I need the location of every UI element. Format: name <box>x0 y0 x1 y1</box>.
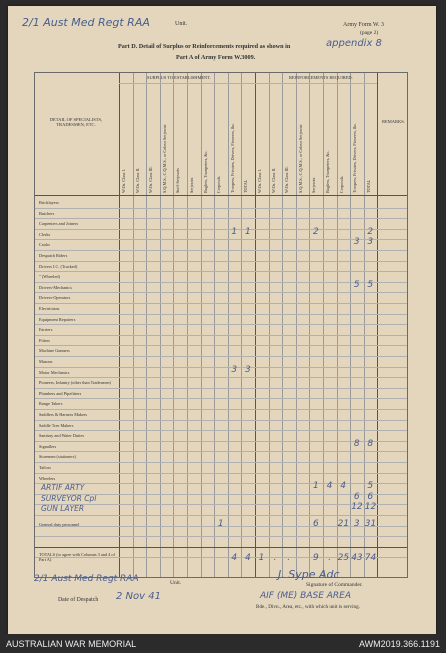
form-page: (page 2) <box>360 30 379 36</box>
remarks-header: REMARKS. <box>382 119 405 124</box>
table-row-label: ARTIF ARTY <box>41 483 85 493</box>
table-row-label: Signallers <box>39 443 57 449</box>
table-row-line <box>35 229 407 230</box>
unit-handwritten: 2/1 Aust Med Regt RAA <box>22 16 150 29</box>
handwritten-entry: 25 <box>337 553 350 563</box>
handwritten-entry: 2 <box>313 226 319 237</box>
table-row-line <box>35 250 407 251</box>
general-duty-label: General duty personnel <box>39 522 80 527</box>
table-row-line <box>35 409 407 410</box>
table-row-label: Range Takers <box>39 401 63 407</box>
surplus-reinforcement-table <box>34 72 408 578</box>
column-header: W.Os. Class II. <box>134 167 140 193</box>
handwritten-entry: 6 <box>313 519 319 529</box>
table-row-line <box>35 483 407 484</box>
table-row-line <box>35 462 407 463</box>
table-row-line <box>35 377 407 378</box>
handwritten-entry: 8 <box>353 438 360 449</box>
caption-bar <box>0 634 446 653</box>
table-row-label: Despatch Riders <box>39 253 68 258</box>
table-row-line <box>35 271 407 272</box>
grid-header-line <box>35 195 407 196</box>
handwritten-entry: 12 <box>364 502 377 513</box>
signature-handwritten: J. Sype Adc <box>278 568 340 581</box>
handwritten-entry: 1 <box>258 553 265 563</box>
table-row-label: Clerks <box>39 231 51 237</box>
table-row-label: Drivers-Mechanics <box>39 284 72 290</box>
table-row-line <box>35 335 407 336</box>
table-row-label: SURVEYOR Cpl <box>41 493 97 503</box>
table-row-line <box>35 536 407 537</box>
form-title: Army Form W. 3 <box>343 22 385 28</box>
reinforcements-header: REINFORCEMENTS REQUIRED. <box>289 75 353 80</box>
formation-handwritten: AIF (ME) BASE AREA <box>260 591 352 601</box>
table-row-label: Equipment Repairers <box>39 316 76 322</box>
table-row-label: Masons <box>39 359 53 364</box>
handwritten-entry: 1 <box>217 519 224 529</box>
totals-label: TOTALS (to agree with Columns 3 and 4 of Part A) <box>39 552 115 562</box>
document-sheet <box>8 6 436 634</box>
handwritten-entry: 6 <box>353 491 360 502</box>
column-header: W.Os. Class II. <box>270 167 276 193</box>
handwritten-entry: 12 <box>351 502 363 513</box>
handwritten-entry: 5 <box>353 279 360 290</box>
table-row-line <box>35 324 407 325</box>
table-row-line <box>35 261 407 262</box>
column-header: Corporals <box>216 176 222 193</box>
handwritten-entry: 74 <box>364 553 377 563</box>
table-row-line <box>35 420 407 421</box>
handwritten-entry: 5 <box>367 279 374 290</box>
table-row-label: Fitters <box>39 337 50 343</box>
table-row-line <box>35 388 407 389</box>
date-value: 2 Nov 41 <box>116 591 161 602</box>
formation-label: Bde., Divn., Area, etc., with which unit is serving. <box>256 604 361 610</box>
table-row-line <box>35 345 407 346</box>
handwritten-entry: 1 <box>313 481 319 492</box>
handwritten-entry: . <box>273 553 277 563</box>
unit-label: Unit. <box>175 21 188 27</box>
table-row-line <box>35 314 407 315</box>
handwritten-entry: 2 <box>367 226 374 237</box>
column-header: Troopers, Privates, Drivers, Pioneers, &c. <box>352 123 358 193</box>
column-header: S.Q.M.S., C.Q.M.S., or Colour Serjeants <box>297 124 303 193</box>
handwritten-entry: 3 <box>231 364 238 375</box>
table-row-label: Tailors <box>39 465 51 470</box>
table-row-label: Pioneers, Infantry (other than Tradesmen) <box>39 380 111 386</box>
footer-unit-label: Unit. <box>170 580 182 586</box>
column-header: Serjeants <box>311 177 317 193</box>
table-row-label: Motor Mechanics <box>39 369 70 375</box>
totals-line <box>35 547 407 548</box>
caption-left: AUSTRALIAN WAR MEMORIAL <box>6 639 137 649</box>
table-row-label: Farriers <box>39 327 53 333</box>
column-header: Troopers, Privates, Drivers, Pioneers, &c. <box>229 123 235 193</box>
table-row-label: Wheelers <box>39 475 56 481</box>
table-row-label: Saddle Tree Makers <box>39 422 74 428</box>
handwritten-entry: . <box>328 553 331 563</box>
caption-right: AWM2019.366.1191 <box>358 639 440 649</box>
table-row-label: Drivers I.C. (Tracked) <box>39 263 78 269</box>
handwritten-entry: 1 <box>231 226 238 237</box>
table-row-label: GUN LAYER <box>41 504 85 514</box>
handwritten-entry: 6 <box>367 491 374 502</box>
table-row-label: Plumbers and Pipefitters <box>39 390 82 396</box>
table-row-line <box>35 356 407 357</box>
handwritten-entry: 3 <box>245 364 251 375</box>
column-header: S.Q.M.S., C.Q.M.S., or Colour Serjeants <box>161 124 167 193</box>
part-subtitle: Part A of Army Form W.3009. <box>176 54 256 61</box>
table-row-line <box>35 473 407 474</box>
column-header: Corporals <box>338 176 344 193</box>
handwritten-entry: 4 <box>340 481 346 492</box>
table-row-line <box>35 430 407 431</box>
handwritten-entry: 4 <box>231 553 238 563</box>
column-header: TOTAL <box>243 179 249 193</box>
surplus-header: SURPLUS TO ESTABLISHMENT. <box>147 75 211 80</box>
table-row-label: Machine Gunners <box>39 348 70 354</box>
column-header: Buglers, Trumpeters, &c. <box>202 150 208 193</box>
column-header: W.Os. Class I. <box>121 169 126 193</box>
table-row-label: Saddlers & Harness Makers <box>39 412 88 417</box>
table-row-line <box>35 515 407 516</box>
column-header: W.Os. Class III. <box>284 166 290 193</box>
footer-unit-handwritten: 2/1 Aust Med Regt RAA <box>34 574 139 584</box>
handwritten-entry: 4 <box>245 553 251 563</box>
table-row-line <box>35 208 407 209</box>
table-row-line <box>35 218 407 219</box>
handwritten-entry: 1 <box>245 226 251 237</box>
detail-header: DETAIL OF SPECIALISTS, TRADESMEN, ETC. <box>49 117 103 127</box>
handwritten-entry: 43 <box>351 553 363 563</box>
column-header: Buglers, Trumpeters, &c. <box>325 150 330 193</box>
handwritten-entry: 3 <box>353 519 360 529</box>
handwritten-entry: 8 <box>367 438 374 449</box>
table-row-label: Drivers-Operators <box>39 295 71 301</box>
table-row-label: Bricklayers <box>39 200 59 205</box>
column-header: Staff-Serjeants <box>175 168 181 193</box>
part-title: Part D. Detail of Surplus or Reinforcements required as shown in <box>118 43 291 50</box>
table-row-label: Storemen (stationers) <box>39 454 76 460</box>
table-row-line <box>35 451 407 452</box>
column-header: TOTAL <box>365 179 371 193</box>
handwritten-entry: 5 <box>367 481 374 492</box>
table-row-line <box>35 398 407 399</box>
column-header: Serjeants <box>189 177 194 193</box>
handwritten-entry: 3 <box>353 237 360 248</box>
table-row-label: Cooks <box>39 242 50 248</box>
date-label: Date of Despatch <box>58 597 99 603</box>
handwritten-entry: 21 <box>337 519 350 529</box>
table-row-label: Carpenters and Joiners <box>39 221 79 227</box>
appendix-note: appendix 8 <box>326 38 382 49</box>
handwritten-entry: . <box>287 553 291 563</box>
signature-label: Signature of Commander. <box>306 582 363 588</box>
handwritten-entry: 31 <box>364 519 377 529</box>
table-row-line <box>35 292 407 293</box>
table-row-line <box>35 367 407 368</box>
handwritten-entry: 4 <box>326 481 333 492</box>
column-header: W.Os. Class I. <box>257 169 262 193</box>
table-row-line <box>35 303 407 304</box>
column-header: W.Os. Class III. <box>148 166 154 193</box>
table-row-label: " (Wheeled) <box>39 274 60 280</box>
table-row-label: Sanitary and Water Duties <box>39 433 85 439</box>
table-row-label: Electricians <box>39 306 60 311</box>
handwritten-entry: 9 <box>313 553 319 563</box>
table-row-label: Butchers <box>39 210 55 216</box>
grid-header-line <box>119 83 377 84</box>
handwritten-entry: 3 <box>367 237 374 248</box>
